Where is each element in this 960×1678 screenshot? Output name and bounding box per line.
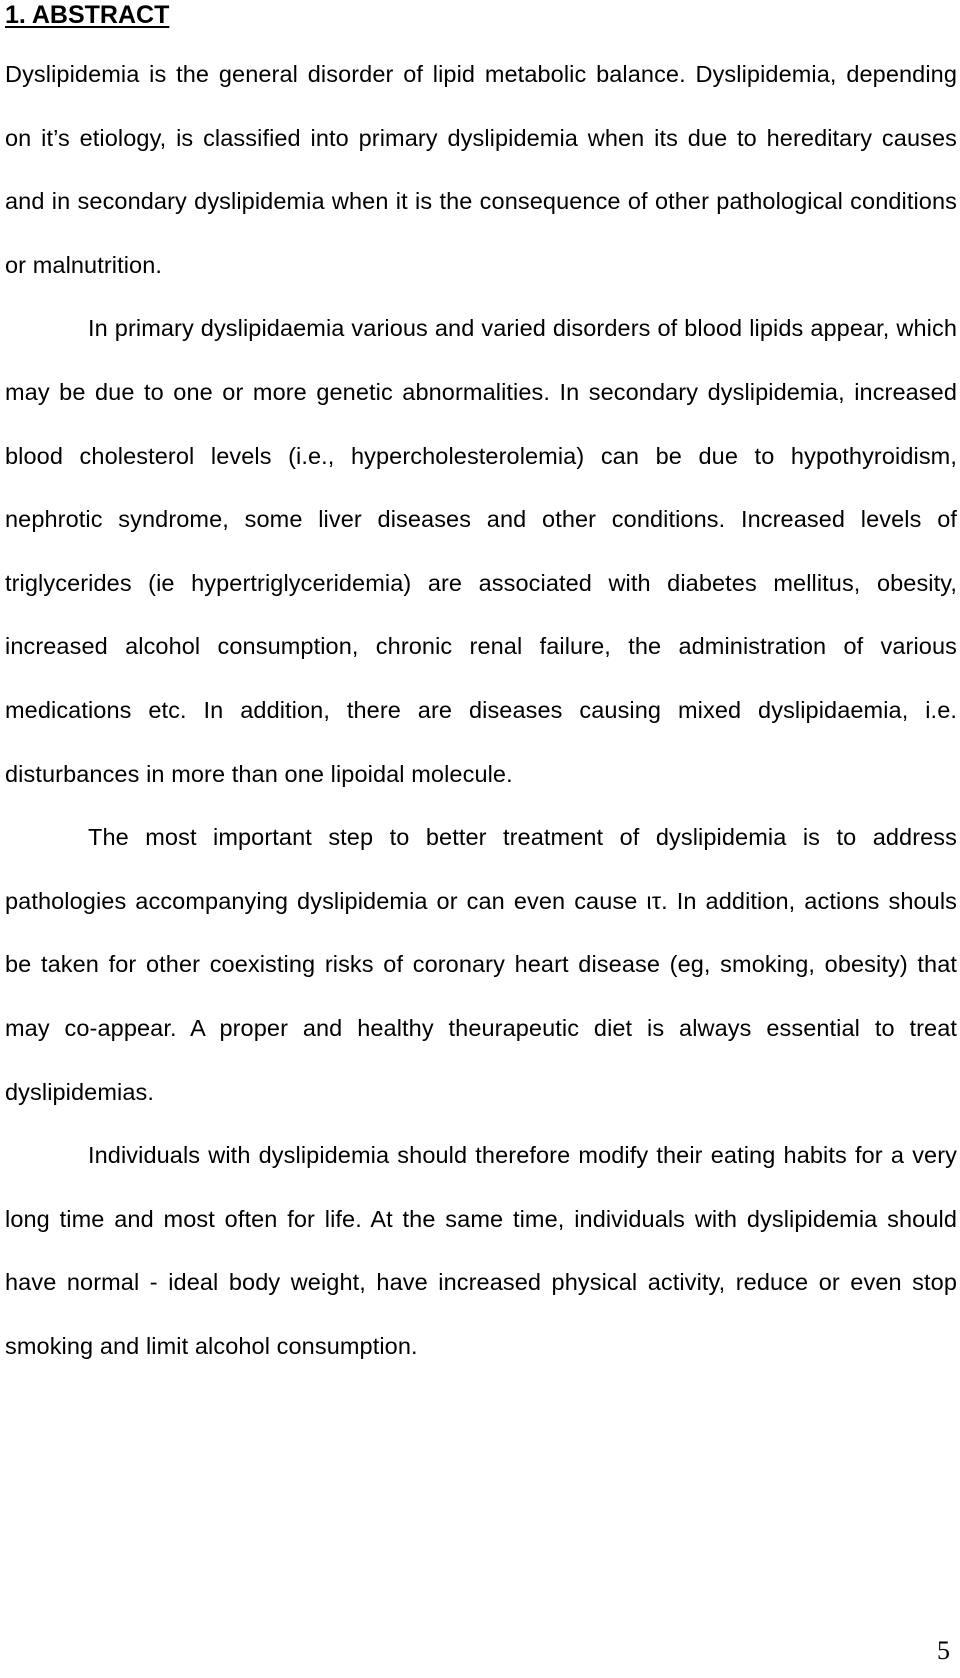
paragraph-lifestyle: Individuals with dyslipidemia should therefore modify their eating habits for a very long time and most often for life. At the same time, individuals with dyslipidemia should have normal - ideal body weight, have increased physical activity, reduce or even stop smoking and limit alcohol consumption. (5, 1142, 957, 1359)
paragraph-intro: Dyslipidemia is the general disorder of lipid metabolic balance. Dyslipidemia, depending on it’s etiology, is classified into primary dyslipidemia when its due to hereditary causes and in secondary dyslipidemia when it is the consequence of other pathological conditions or malnutrition. (5, 61, 957, 278)
page-number: 5 (937, 1636, 950, 1665)
paragraph-primary-secondary: In primary dyslipidaemia various and varied disorders of blood lipids appear, which may be due to one or more genetic abnormalities. In secondary dyslipidemia, increased blood cholesterol levels (i.e., hypercholesterolemia) can be due to hypothyroidism, nephrotic syndrome, some liver diseases and other conditions. Increased levels of triglycerides (ie hypertriglyceridemia) are associated with diabetes mellitus, obesity, increased alcohol consumption, chronic renal failure, the administration of various medications etc. In addition, there are diseases causing mixed dyslipidaemia, i.e. disturbances in more than one lipoidal molecule. (5, 315, 957, 787)
document-page (5, 0, 957, 1378)
section-heading (5, 0, 957, 30)
paragraph-treatment-step: The most important step to better treatment of dyslipidemia is to address pathologies accompanying dyslipidemia or can even cause ιτ. In addition, actions shouls be taken for other coexisting risks of coronary heart disease (eg, smoking, obesity) that may co-appear. A proper and healthy theurapeutic diet is always essential to treat dyslipidemias. (5, 824, 957, 1105)
section-heading-text: 1. ABSTRACT (5, 1, 170, 29)
